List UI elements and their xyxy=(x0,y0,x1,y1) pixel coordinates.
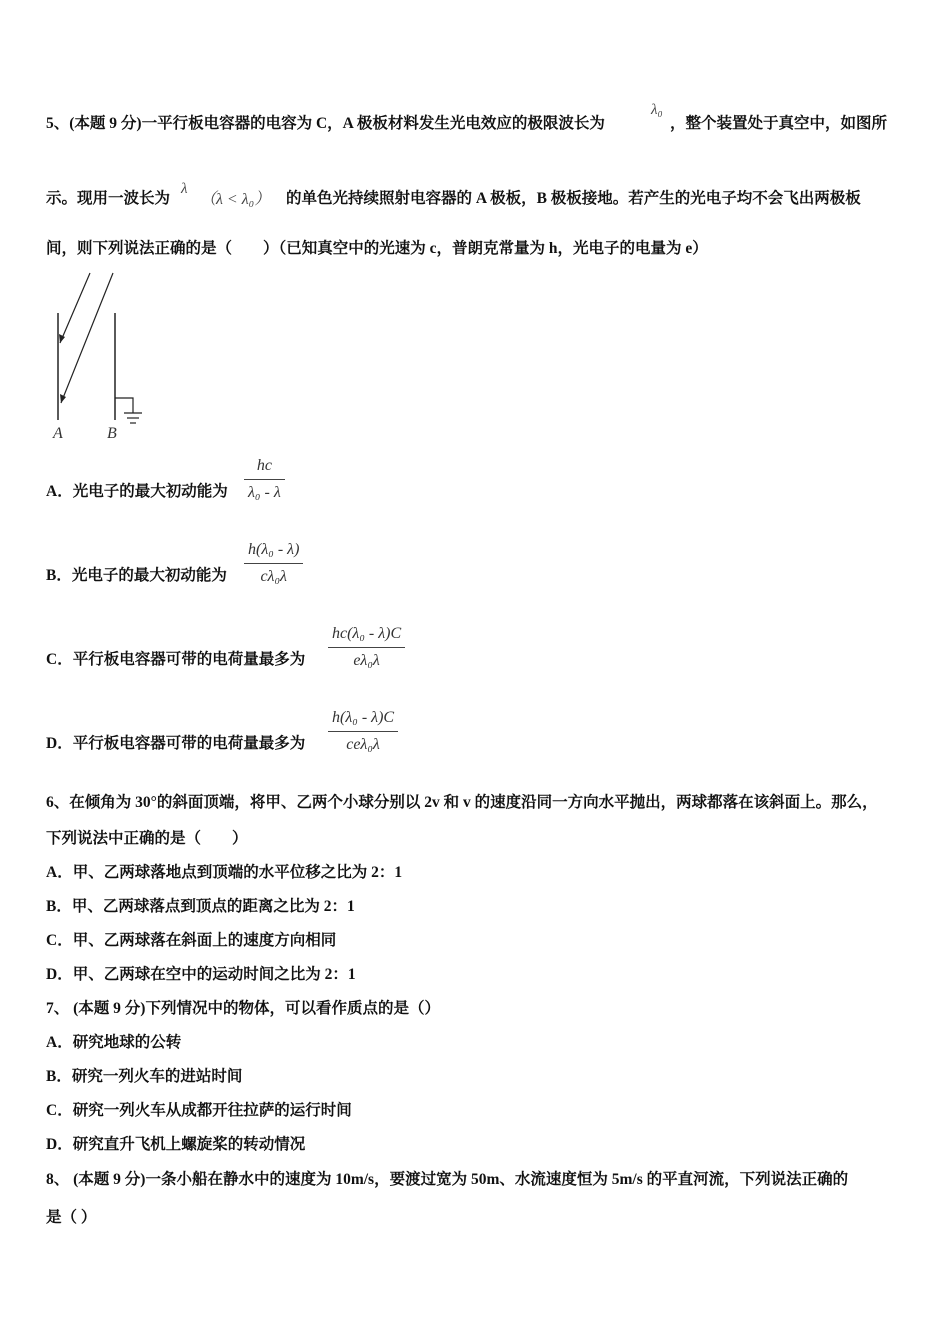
q5-condition: （λ < λ₀） xyxy=(200,191,271,208)
q5-line-1 xyxy=(46,114,605,134)
q7-option-a: A．研究地球的公转 xyxy=(46,1034,182,1051)
q7-line-1: 7、 (本题 9 分)下列情况中的物体，可以看作质点的是（） xyxy=(46,1000,440,1017)
q5-lambda-symbol: λ xyxy=(181,181,188,197)
q6-line-1: 6、在倾角为 30°的斜面顶端，将甲、乙两个小球分别以 2v 和 v 的速度沿同一方向水平抛出，两球都落在该斜面上。那么， xyxy=(46,794,878,811)
q5-line-3: 间，则下列说法正确的是（ ）（已知真空中的光速为 c，普朗克常量为 h，光电子的电量为 e） xyxy=(46,240,708,257)
fraction-denominator: ceλ₀λ xyxy=(346,736,380,753)
fraction-numerator: hc(λ₀ - λ)C xyxy=(328,624,405,648)
q7-option-b: B．研究一列火车的进站时间 xyxy=(46,1068,243,1085)
light-ray-1-arrowhead xyxy=(59,334,65,343)
q5-option-b: B．光电子的最大初动能为 xyxy=(46,567,227,584)
q5-line1-text: 5、(本题 9 分)一平行板电容器的电容为 C，A 极板材料发生光电效应的极限波长为 xyxy=(46,115,605,132)
light-ray-2-arrowhead xyxy=(60,394,66,403)
ground-wire xyxy=(115,398,133,413)
q5-line2-a: 示。现用一波长为 xyxy=(46,190,171,207)
light-ray-1 xyxy=(60,273,90,343)
fraction-numerator: hc xyxy=(244,456,285,480)
fraction-numerator: h(λ₀ - λ) xyxy=(244,540,303,564)
q7-option-d: D．研究直升飞机上螺旋桨的转动情况 xyxy=(46,1136,306,1153)
q5-option-a-fraction xyxy=(244,456,285,503)
fraction-denominator: cλ₀λ xyxy=(260,568,287,585)
label-b: B xyxy=(107,425,117,442)
q5-option-c: C．平行板电容器可带的电荷量最多为 xyxy=(46,651,306,668)
q5-option-b-fraction xyxy=(244,540,303,587)
q6-option-d: D．甲、乙两球在空中的运动时间之比为 2：1 xyxy=(46,966,356,983)
fraction-denominator: λ₀ - λ xyxy=(248,484,281,501)
q6-line-2: 下列说法中正确的是（ ） xyxy=(46,830,248,847)
q6-option-c: C．甲、乙两球落在斜面上的速度方向相同 xyxy=(46,932,337,949)
q8-line-2: 是（ ） xyxy=(46,1209,97,1226)
light-ray-2 xyxy=(61,273,113,403)
label-a: A xyxy=(53,425,63,442)
fraction-denominator: eλ₀λ xyxy=(353,652,380,669)
q7-option-c: C．研究一列火车从成都开往拉萨的运行时间 xyxy=(46,1102,352,1119)
q8-line-1: 8、 (本题 9 分)一条小船在静水中的速度为 10m/s，要渡过宽为 50m、水流速度恒为 5m/s 的平直河流，下列说法正确的 xyxy=(46,1171,849,1188)
q5-option-c-fraction xyxy=(328,624,405,671)
q6-option-a: A．甲、乙两球落地点到顶端的水平位移之比为 2：1 xyxy=(46,864,403,881)
q5-option-d-fraction xyxy=(328,708,398,755)
q5-line2-b: 的单色光持续照射电容器的 A 极板，B 极板接地。若产生的光电子均不会飞出两极板 xyxy=(286,190,861,207)
q5-option-a: A．光电子的最大初动能为 xyxy=(46,483,228,500)
q6-option-b: B．甲、乙两球落点到顶点的距离之比为 2：1 xyxy=(46,898,355,915)
q5-line1-end: ，整个装置处于真空中，如图所 xyxy=(670,115,888,132)
fraction-numerator: h(λ₀ - λ)C xyxy=(328,708,398,732)
capacitor-diagram xyxy=(45,268,155,443)
q5-option-d: D．平行板电容器可带的电荷量最多为 xyxy=(46,735,306,752)
q5-lambda0-symbol: λ₀ xyxy=(651,102,663,118)
